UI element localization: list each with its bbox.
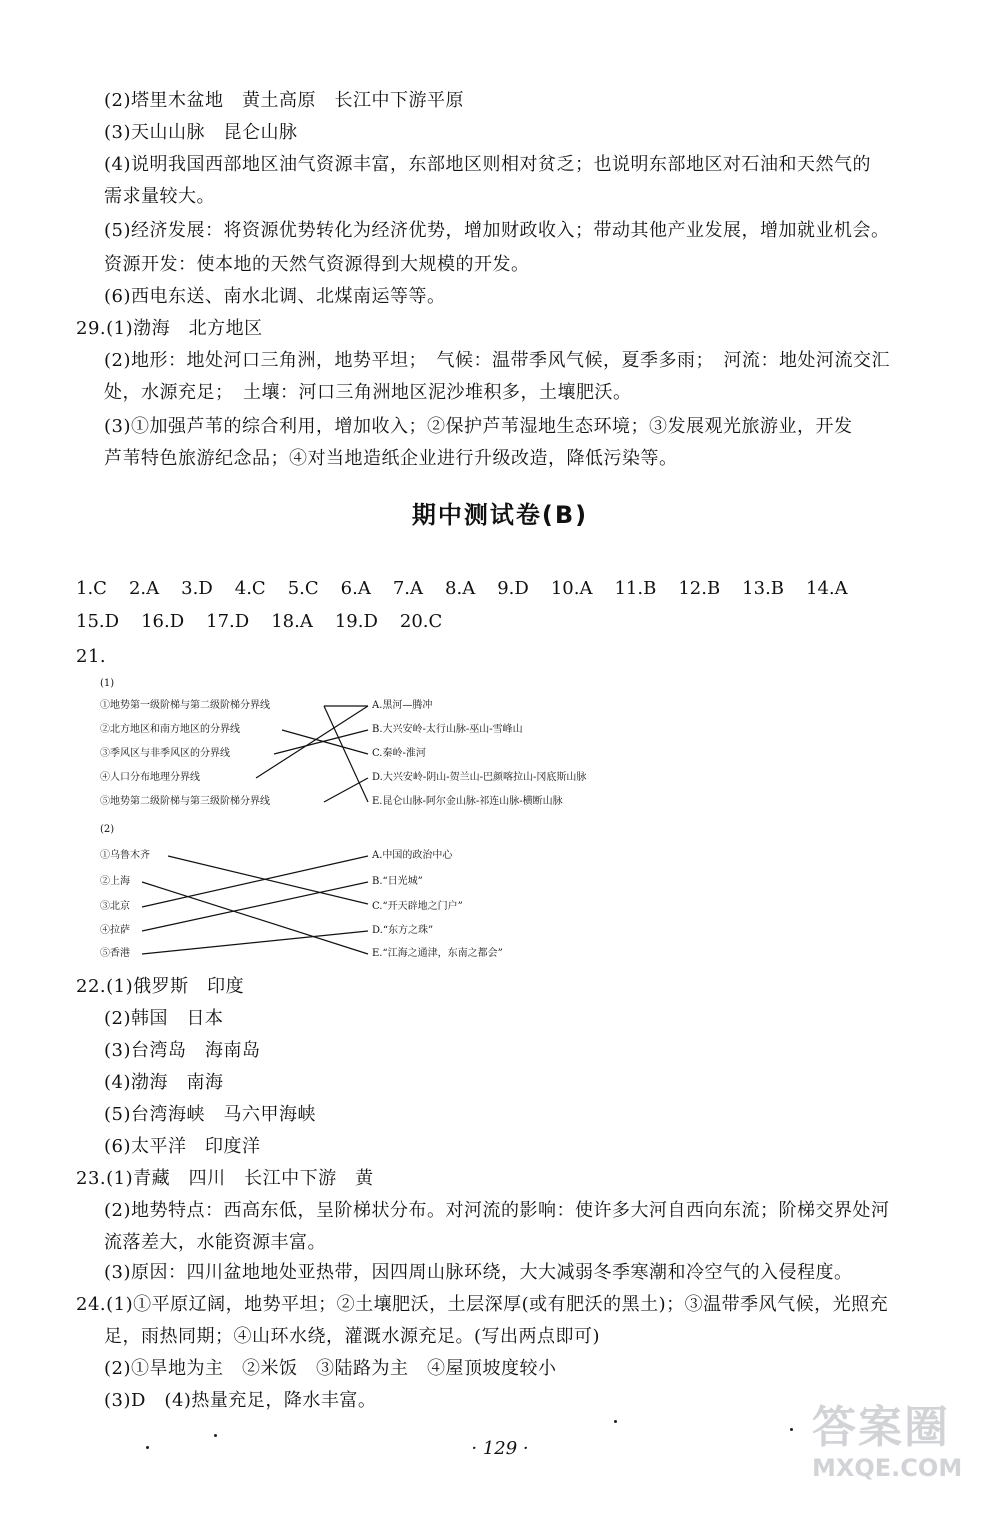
print-dot (614, 1420, 617, 1423)
match-line (142, 882, 368, 954)
print-dot (790, 1428, 793, 1431)
text-line: 处，水源充足； 土壤：河口三角洲地区泥沙堆积多，土壤肥沃。 (104, 382, 632, 403)
matching-diagram-2 (96, 824, 696, 964)
mc-answers-row-1 (76, 578, 870, 600)
mc-answer: 6.A (340, 578, 371, 599)
diagram-right-item: B.“日光城” (372, 876, 423, 887)
mc-answer: 15.D (76, 611, 120, 632)
diagram-left-item: ③季风区与非季风区的分界线 (100, 748, 230, 759)
diagram-right-item: C.秦岭-淮河 (372, 748, 426, 759)
diagram-right-item: A.中国的政治中心 (372, 850, 453, 861)
text-line: (2)地形：地处河口三角洲，地势平坦； 气候：温带季风气候，夏季多雨； 河流：地处河流交汇 (104, 350, 890, 371)
text-line: (4)渤海 南海 (104, 1072, 224, 1093)
text-line: 22.(1)俄罗斯 印度 (76, 976, 245, 997)
match-line (142, 856, 368, 907)
text-line: (5)台湾海峡 马六甲海峡 (104, 1104, 316, 1125)
mc-answer: 5.C (287, 578, 319, 599)
diagram-right-item: A.黑河—腾冲 (372, 700, 433, 711)
mc-answer: 19.D (334, 611, 378, 632)
diagram-left-item: ④拉萨 (100, 925, 130, 936)
text-line: (3)天山山脉 昆仑山脉 (104, 122, 298, 143)
mc-answer: 18.A (271, 611, 313, 632)
diagram-right-item: D.大兴安岭-阴山-贺兰山-巴颜喀拉山-冈底斯山脉 (372, 772, 587, 783)
text-line: 资源开发：使本地的天然气资源得到大规模的开发。 (104, 254, 530, 275)
diagram-left-item: ⑤地势第二级阶梯与第三级阶梯分界线 (100, 796, 270, 807)
match-line (142, 931, 368, 954)
match-line (324, 778, 368, 802)
mc-answer: 1.C (76, 578, 107, 599)
watermark-url: MXQE.COM (812, 1454, 963, 1482)
diagram-sub-label: (1) (100, 678, 115, 689)
mc-answer: 12.B (678, 578, 721, 599)
mc-answer: 3.D (181, 578, 213, 599)
text-line: (2)韩国 日本 (104, 1008, 224, 1029)
text-line: 24.(1)①平原辽阔，地势平坦；②土壤肥沃，土层深厚(或有肥沃的黑土)；③温带季风气候，光照充 (76, 1294, 889, 1315)
diagram-left-item: ④人口分布地理分界线 (100, 772, 200, 783)
mc-answer: 16.D (141, 611, 185, 632)
text-line: (3)①加强芦苇的综合利用，增加收入；②保护芦苇湿地生态环境；③发展观光旅游业，开发 (104, 416, 853, 437)
diagram-left-item: ②上海 (100, 876, 130, 887)
match-line (142, 882, 368, 931)
diagram-left-item: ①乌鲁木齐 (100, 850, 150, 861)
mc-answers-row-2 (76, 611, 464, 633)
diagram-right-item: B.大兴安岭-太行山脉-巫山-雪峰山 (372, 724, 523, 735)
mc-answer: 13.B (742, 578, 785, 599)
mc-answer: 7.A (392, 578, 424, 599)
mc-answer: 9.D (497, 578, 529, 599)
matching-diagram-1 (96, 676, 696, 821)
diagram-left-item: ①地势第一级阶梯与第二级阶梯分界线 (100, 700, 270, 711)
text-line: 芦苇特色旅游纪念品；④对当地造纸企业进行升级改造，降低污染等。 (104, 448, 678, 469)
text-line: (3)台湾岛 海南岛 (104, 1040, 261, 1061)
diagram-left-item: ③北京 (100, 901, 130, 912)
section-title: 期中测试卷(B) (411, 501, 589, 529)
text-line: (6)西电东送、南水北调、北煤南运等等。 (104, 286, 446, 307)
text-line: (2)①旱地为主 ②米饭 ③陆路为主 ④屋顶坡度较小 (104, 1358, 557, 1379)
mc-answer: 14.A (806, 578, 848, 599)
mc-answer: 11.B (614, 578, 657, 599)
mc-answer: 8.A (445, 578, 476, 599)
watermark-logo (812, 1402, 982, 1502)
text-line: 需求量较大。 (104, 186, 215, 207)
text-line: (4)说明我国西部地区油气资源丰富，东部地区则相对贫乏；也说明东部地区对石油和天然气的 (104, 154, 871, 175)
matching-lines-1 (96, 676, 696, 821)
text-line: (3)原因：四川盆地地处亚热带，因四周山脉环绕，大大减弱冬季寒潮和冷空气的入侵程度。 (104, 1262, 853, 1283)
text-line: (2)地势特点：西高东低，呈阶梯状分布。对河流的影响：使许多大河自西向东流；阶梯交界处河 (104, 1200, 890, 1221)
text-line: (5)经济发展：将资源优势转化为经济优势，增加财政收入；带动其他产业发展，增加就业机会。 (104, 220, 890, 241)
mc-answer: 2.A (128, 578, 160, 599)
text-line: 29.(1)渤海 北方地区 (76, 318, 263, 339)
mc-answer: 17.D (206, 611, 250, 632)
mc-answer: 4.C (234, 578, 266, 599)
diagram-left-item: ②北方地区和南方地区的分界线 (100, 724, 240, 735)
text-line: (2)塔里木盆地 黄土高原 长江中下游平原 (104, 90, 464, 111)
diagram-right-item: E.昆仑山脉-阿尔金山脉-祁连山脉-横断山脉 (372, 796, 563, 807)
text-line: 23.(1)青藏 四川 长江中下游 黄 (76, 1168, 374, 1189)
text-line: 足，雨热同期；④山环水绕，灌溉水源充足。(写出两点即可) (104, 1326, 601, 1347)
print-dot (214, 1434, 217, 1437)
match-line (256, 706, 368, 778)
question-number: 21. (76, 646, 107, 667)
diagram-sub-label: (2) (100, 824, 115, 835)
text-line: 流落差大，水能资源丰富。 (104, 1232, 326, 1253)
diagram-left-item: ⑤香港 (100, 948, 130, 959)
diagram-right-item: E.“江海之通津，东南之都会” (372, 948, 503, 959)
watermark-text: 答案圈 (812, 1402, 950, 1453)
mc-answer: 20.C (399, 611, 443, 632)
matching-lines-2 (96, 824, 696, 964)
page-number: · 129 · (471, 1438, 529, 1459)
text-line: (3)D (4)热量充足，降水丰富。 (104, 1390, 377, 1411)
diagram-right-item: D.“东方之珠” (372, 925, 434, 936)
text-line: (6)太平洋 印度洋 (104, 1136, 261, 1157)
diagram-right-item: C.“开天辟地之门户” (372, 901, 463, 912)
mc-answer: 10.A (550, 578, 593, 599)
